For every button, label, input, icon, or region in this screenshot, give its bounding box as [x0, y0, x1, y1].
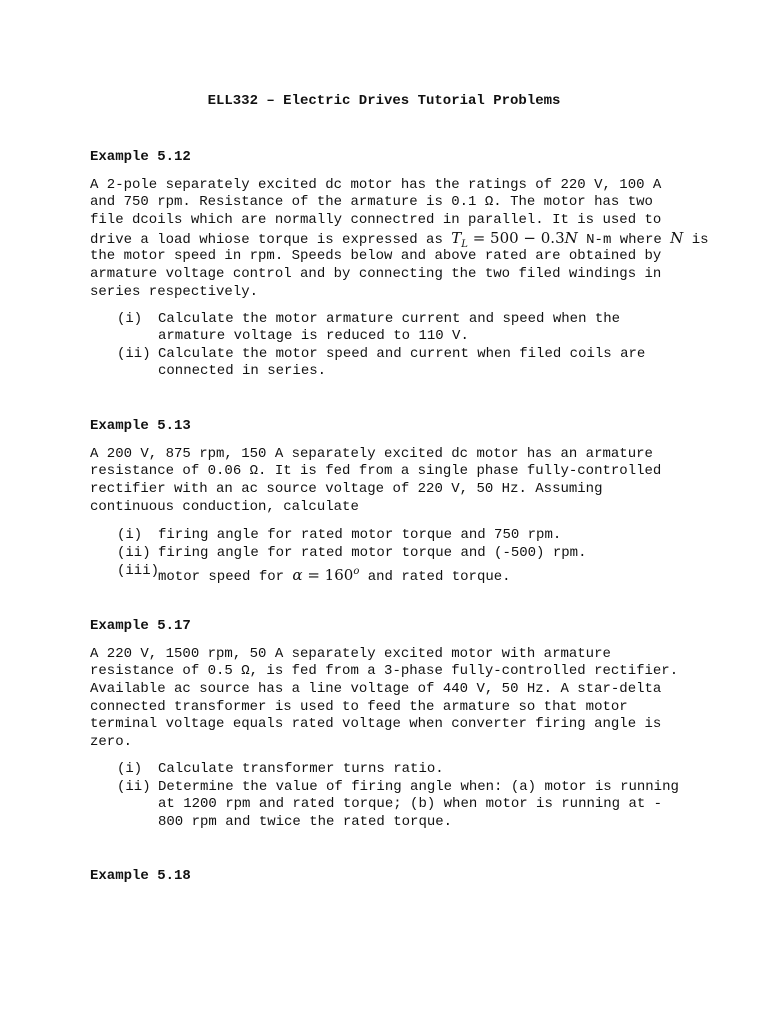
- torque-equation: [451, 229, 578, 250]
- paragraph-line: terminal voltage equals rated voltage when converter firing angle is: [90, 716, 662, 732]
- list-item-label: (iii): [117, 563, 160, 579]
- list-item-text: firing angle for rated motor torque and 750 rpm.: [158, 527, 562, 543]
- list-item-text: armature voltage is reduced to 110 V.: [158, 328, 469, 344]
- list-item-text: Calculate the motor speed and current when filed coils are: [158, 346, 646, 362]
- math-expression: = 160: [302, 566, 354, 584]
- list-item-text: connected in series.: [158, 363, 327, 379]
- alpha-equation: [292, 566, 359, 584]
- math-expression: = 500 − 0.3: [467, 229, 565, 247]
- paragraph-line: series respectively.: [90, 284, 259, 300]
- list-item-label: (i): [117, 761, 143, 777]
- paragraph-line: armature voltage control and by connecting the two filed windings in: [90, 266, 662, 282]
- example-5-12-heading: Example 5.12: [90, 149, 191, 165]
- math-symbol-n: N: [564, 229, 578, 247]
- list-item-label: (i): [117, 311, 143, 327]
- paragraph-line: rectifier with an ac source voltage of 220 V, 50 Hz. Assuming: [90, 481, 603, 497]
- text-segment: motor speed for: [158, 569, 293, 585]
- math-symbol-alpha: α: [292, 566, 303, 584]
- list-item-label: (ii): [117, 346, 151, 362]
- math-symbol-t: T: [451, 229, 462, 247]
- document-title: ELL332 – Electric Drives Tutorial Problems: [207, 93, 561, 109]
- paragraph-line: zero.: [90, 734, 133, 750]
- example-5-13-heading: Example 5.13: [90, 418, 191, 434]
- text-segment: drive a load whiose torque is expressed as: [90, 232, 452, 248]
- list-item-text: Determine the value of firing angle when: (a) motor is running: [158, 779, 679, 795]
- paragraph-line: Available ac source has a line voltage of 440 V, 50 Hz. A star-delta: [90, 681, 662, 697]
- text-segment: and rated torque.: [359, 569, 511, 585]
- list-item-text-with-equation: [158, 563, 511, 586]
- list-item-label: (i): [117, 527, 143, 543]
- list-item-label: (ii): [117, 779, 151, 795]
- math-superscript: o: [353, 566, 360, 577]
- list-item-text: Calculate transformer turns ratio.: [158, 761, 444, 777]
- list-item-text: Calculate the motor armature current and speed when the: [158, 311, 621, 327]
- paragraph-line: file dcoils which are normally connectred in parallel. It is used to: [90, 212, 662, 228]
- paragraph-line: A 200 V, 875 rpm, 150 A separately excited dc motor has an armature: [90, 446, 653, 462]
- paragraph-line: and 750 rpm. Resistance of the armature is 0.1 Ω. The motor has two: [90, 194, 653, 210]
- math-symbol-n: N: [670, 229, 684, 247]
- paragraph-line: continuous conduction, calculate: [90, 499, 359, 515]
- paragraph-line: resistance of 0.06 Ω. It is fed from a single phase fully-controlled: [90, 463, 662, 479]
- text-segment: N-m where: [577, 232, 671, 248]
- list-item-label: (ii): [117, 545, 151, 561]
- list-item-text: 800 rpm and twice the rated torque.: [158, 814, 453, 830]
- list-item-text: firing angle for rated motor torque and (-500) rpm.: [158, 545, 587, 561]
- list-item-text: at 1200 rpm and rated torque; (b) when motor is running at -: [158, 796, 663, 812]
- paragraph-line: connected transformer is used to feed the armature so that motor: [90, 699, 628, 715]
- paragraph-line: A 2-pole separately excited dc motor has the ratings of 220 V, 100 A: [90, 177, 662, 193]
- text-segment: is: [683, 232, 709, 248]
- paragraph-line: A 220 V, 1500 rpm, 50 A separately excited motor with armature: [90, 646, 611, 662]
- example-5-17-heading: Example 5.17: [90, 618, 191, 634]
- paragraph-line: the motor speed in rpm. Speeds below and above rated are obtained by: [90, 248, 662, 264]
- math-subscript: L: [461, 239, 468, 250]
- paragraph-line: resistance of 0.5 Ω, is fed from a 3-phase fully-controlled rectifier.: [90, 663, 679, 679]
- example-5-18-heading: Example 5.18: [90, 868, 191, 884]
